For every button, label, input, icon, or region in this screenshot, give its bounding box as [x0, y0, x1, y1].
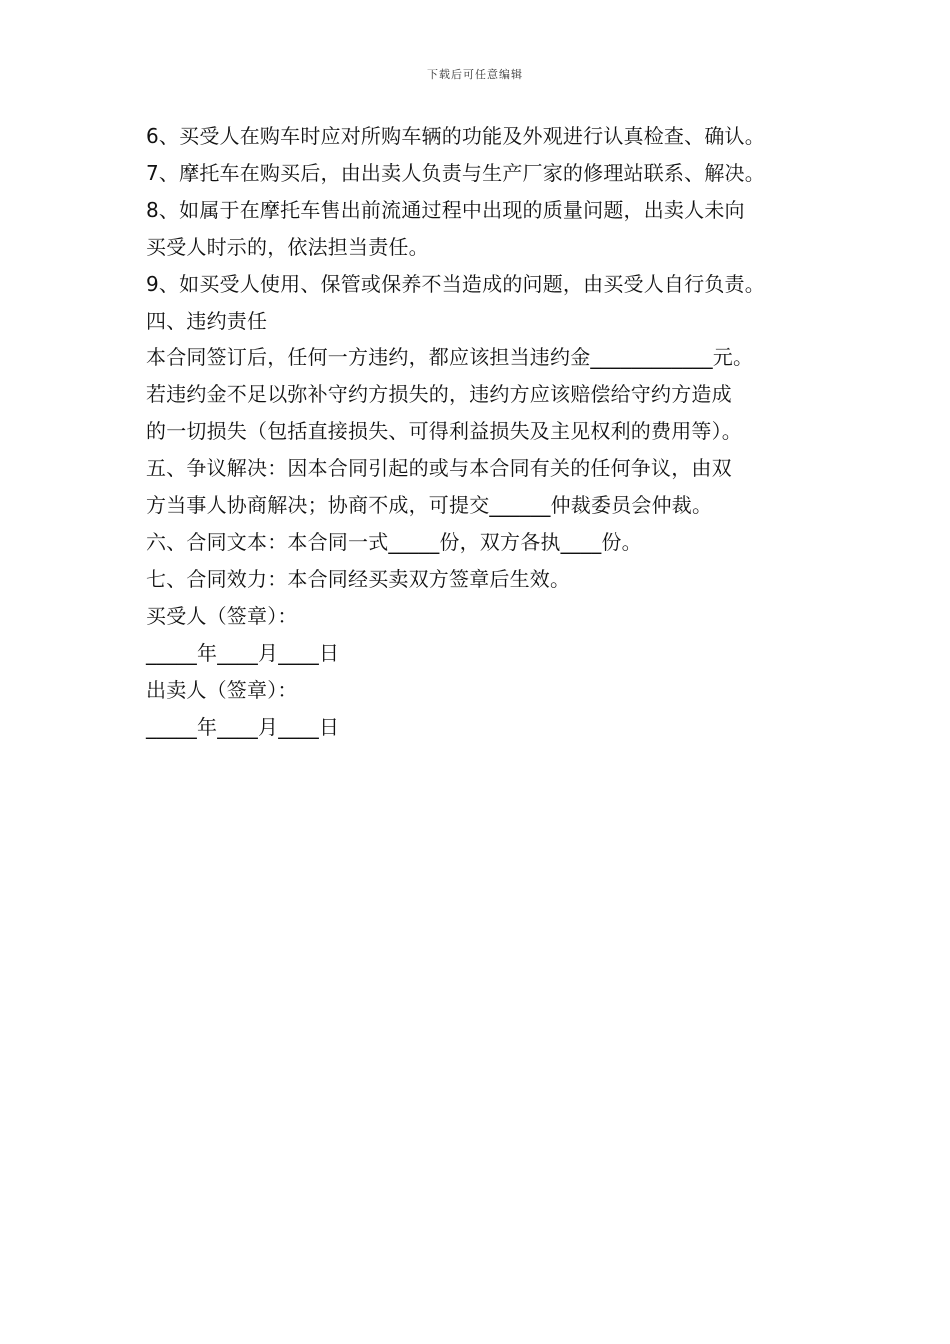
- clause-7: 7、摩托车在购买后，由出卖人负责与生产厂家的修理站联系、解决。: [146, 161, 765, 185]
- dispute-line-1: 五、争议解决：因本合同引起的或与本合同有关的任何争议，由双: [146, 456, 732, 480]
- contract-effect: 七、合同效力：本合同经买卖双方签章后生效。: [146, 567, 571, 591]
- breach-line-2: 若违约金不足以弥补守约方损失的，违约方应该赔偿给守约方造成: [146, 382, 732, 406]
- contract-body: [146, 118, 836, 746]
- clause-8-line-2: 买受人时示的，依法担当责任。: [146, 235, 429, 259]
- breach-line-3: 的一切损失（包括直接损失、可得利益损失及主见权利的费用等）。: [146, 419, 742, 443]
- clause-6: 6、买受人在购车时应对所购车辆的功能及外观进行认真检查、确认。: [146, 124, 765, 148]
- seller-signature-label: 出卖人（签章）：: [146, 678, 298, 702]
- breach-line-1: 本合同签订后，任何一方违约，都应该担当违约金____________元。: [146, 345, 754, 369]
- clause-8-line-1: 8、如属于在摩托车售出前流通过程中出现的质量问题，出卖人未向: [146, 198, 745, 222]
- buyer-signature-label: 买受人（签章）：: [146, 604, 298, 628]
- seller-signature-date: _____年____月____日: [146, 715, 340, 739]
- clause-9: 9、如买受人使用、保管或保养不当造成的问题，由买受人自行负责。: [146, 272, 765, 296]
- page-header-note: 下载后可任意编辑: [427, 68, 523, 81]
- contract-copies: 六、合同文本：本合同一式_____份，双方各执____份。: [146, 530, 642, 554]
- dispute-line-2: 方当事人协商解决；协商不成，可提交______仲裁委员会仲裁。: [146, 493, 713, 517]
- section-heading-breach: 四、违约责任: [146, 309, 268, 333]
- buyer-signature-date: _____年____月____日: [146, 641, 340, 665]
